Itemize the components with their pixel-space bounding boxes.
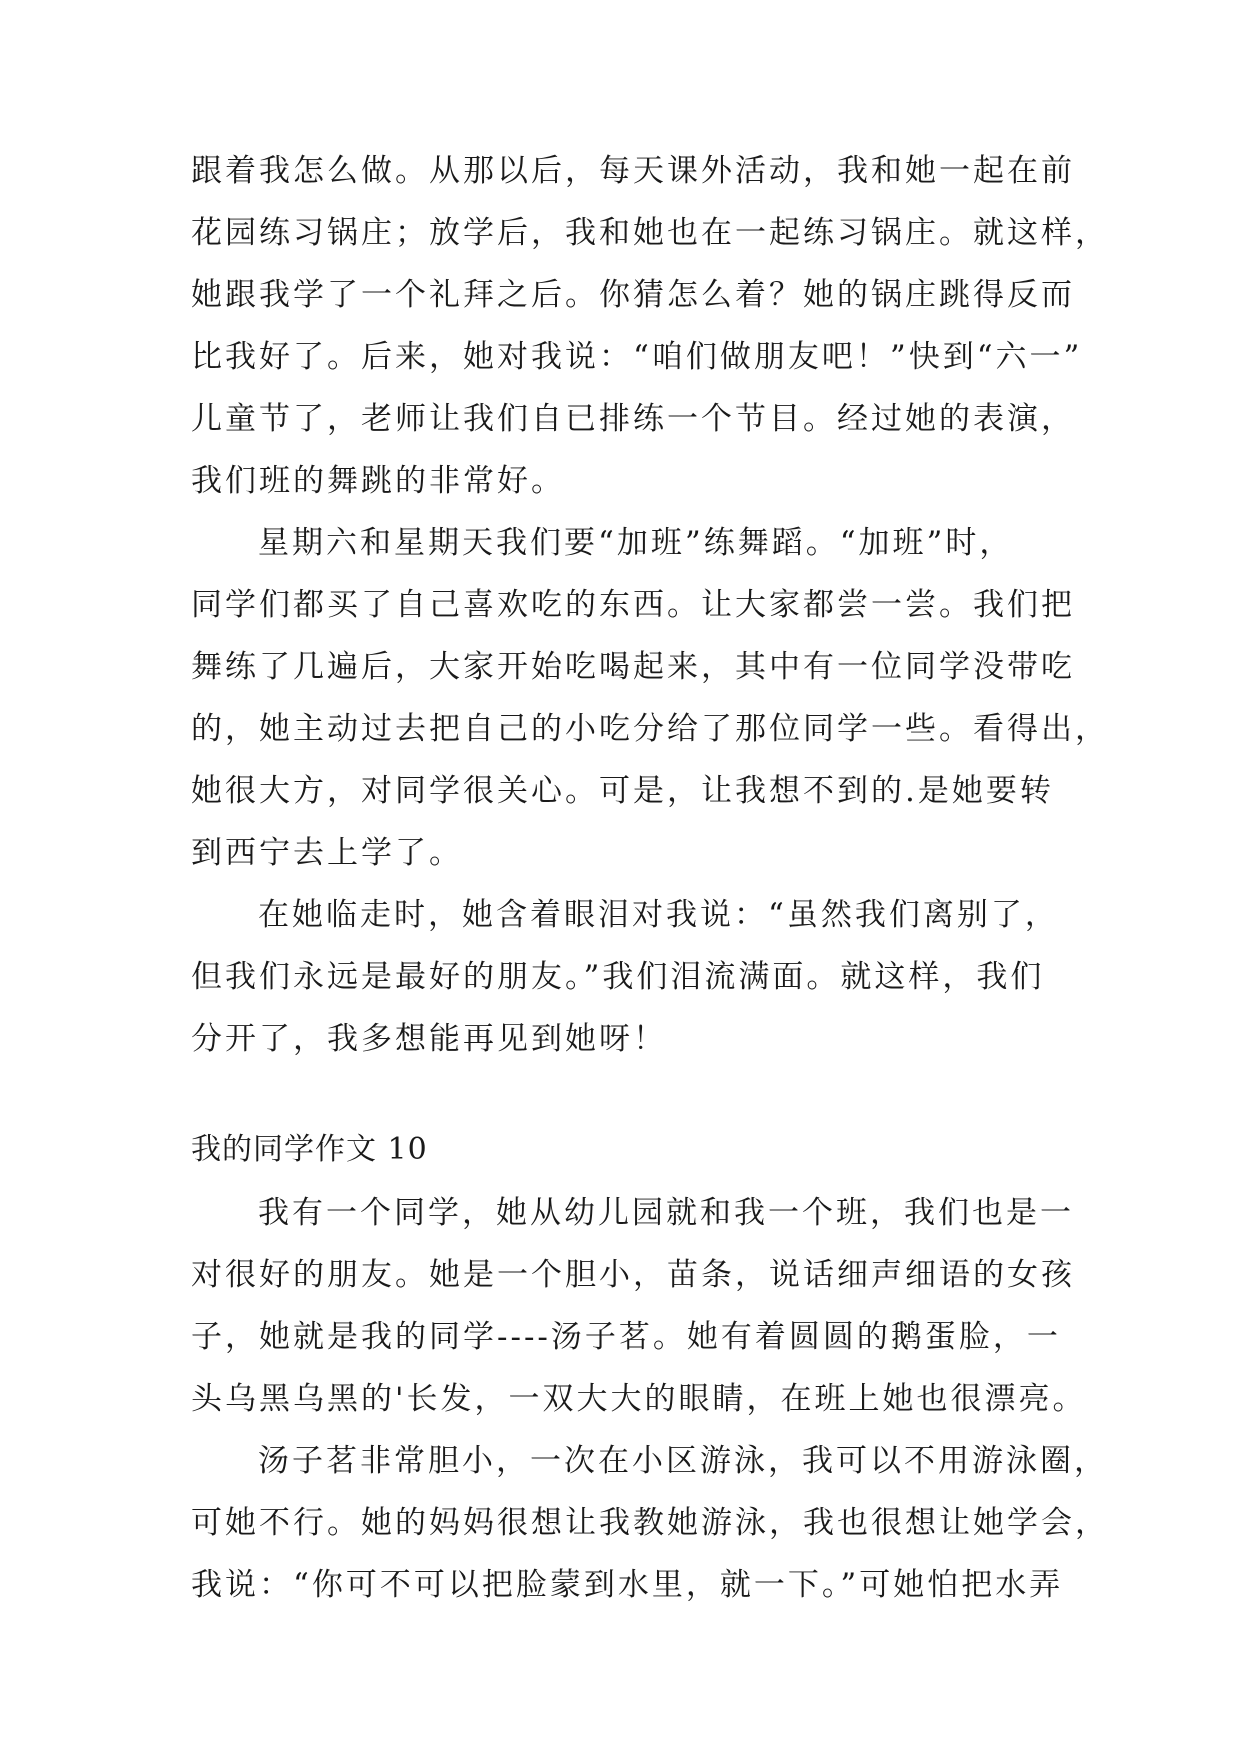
- text-line: 儿童节了，老师让我们自已排练一个节目。经过她的表演，: [191, 401, 1075, 437]
- paragraph-start-line: 我有一个同学，她从幼儿园就和我一个班，我们也是一: [258, 1195, 1074, 1231]
- text-line: 但我们永远是最好的朋友。”我们泪流满面。就这样，我们: [191, 959, 1045, 995]
- text-line: 对很好的朋友。她是一个胆小，苗条，说话细声细语的女孩: [191, 1257, 1075, 1293]
- text-line: 到西宁去上学了。: [191, 835, 463, 871]
- text-line: 可她不行。她的妈妈很想让我教她游泳，我也很想让她学会，: [191, 1505, 1109, 1541]
- text-line: 子，她就是我的同学----汤子茗。她有着圆圆的鹅蛋脸，一: [191, 1319, 1061, 1355]
- text-line: 跟着我怎么做。从那以后，每天课外活动，我和她一起在前: [191, 153, 1075, 189]
- text-line: 同学们都买了自己喜欢吃的东西。让大家都尝一尝。我们把: [191, 587, 1075, 623]
- text-line: 分开了，我多想能再见到她呀！: [191, 1021, 667, 1057]
- paragraph-start-line: 星期六和星期天我们要“加班”练舞蹈。“加班”时，: [258, 525, 1014, 561]
- section-heading: 我的同学作文 10: [191, 1132, 428, 1167]
- text-line: 她很大方，对同学很关心。可是，让我想不到的.是她要转: [191, 773, 1054, 809]
- text-line: 舞练了几遍后，大家开始吃喝起来，其中有一位同学没带吃: [191, 649, 1075, 685]
- text-line: 我们班的舞跳的非常好。: [191, 463, 565, 499]
- text-line: 我说：“你可不可以把脸蒙到水里，就一下。”可她怕把水弄: [191, 1567, 1064, 1603]
- text-line: 头乌黑乌黑的'长发，一双大大的眼睛，在班上她也很漂亮。: [191, 1381, 1087, 1417]
- text-line: 她跟我学了一个礼拜之后。你猜怎么着？她的锅庄跳得反而: [191, 277, 1075, 313]
- paragraph-start-line: 汤子茗非常胆小，一次在小区游泳，我可以不用游泳圈，: [258, 1443, 1108, 1479]
- paragraph-start-line: 在她临走时，她含着眼泪对我说：“虽然我们离别了，: [258, 897, 1059, 933]
- text-line: 的，她主动过去把自己的小吃分给了那位同学一些。看得出，: [191, 711, 1109, 747]
- text-line: 花园练习锅庄；放学后，我和她也在一起练习锅庄。就这样，: [191, 215, 1109, 251]
- text-line: 比我好了。后来，她对我说：“咱们做朋友吧！”快到“六一”: [191, 339, 1083, 375]
